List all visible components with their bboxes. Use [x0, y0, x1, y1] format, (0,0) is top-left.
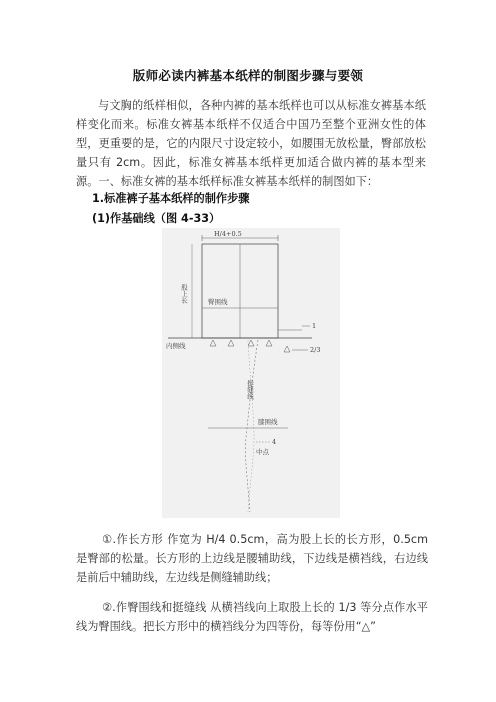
triangle-marker	[228, 340, 234, 346]
step-2-paragraph: ②.作臀围线和挺缝线 从横裆线向上取股上长的 1/3 等分点作水平线为臀围线。把长方形中的横裆线分为四等份，每等份用“△”	[76, 601, 428, 633]
inseam-label: 内侧线	[166, 342, 186, 350]
section-heading: 1.标准裤子基本纸样的制作步骤	[92, 192, 250, 205]
triangle-marker	[266, 340, 272, 346]
knee-line-label: 膝围线	[258, 418, 278, 426]
subsection-heading: (1)作基础线（图 4-33）	[92, 212, 221, 225]
triangle-marker	[210, 340, 216, 346]
top-label: H/4+0.5	[214, 230, 242, 238]
leg-outline-curve-inner	[248, 340, 254, 512]
side-label: 股上长	[180, 284, 188, 304]
triangle-marker	[248, 340, 254, 346]
crease-line-label: 挺缝线	[246, 380, 254, 400]
triangle-marker	[284, 346, 290, 352]
mark-2-label: 2/3	[310, 346, 321, 354]
pattern-diagram	[162, 228, 340, 518]
leg-outline-curve	[245, 340, 258, 512]
document-title: 版师必读内裤基本纸样的制图步骤与要领	[132, 68, 364, 83]
mark-4-label: 4	[272, 438, 277, 446]
mark-1-label: 1	[312, 322, 317, 330]
step-1-paragraph: ①.作长方形 作宽为 H/4 0.5cm，高为股上长的长方形，0.5cm 是臀部的松量。长方形的上边线是腰辅助线，下边线是横裆线，右边线是前后中辅助线，左边线是侧缝辅助线；	[76, 533, 428, 584]
intro-paragraph: 与文胸的纸样相似，各种内裤的基本纸样也可以从标准女裤基本纸样变化而来。标准女裤基本纸样不仅适合中国乃至整个亚洲女性的体型，更重要的是，它的内限尺寸设定较小，如腰围无放松量，臀部放松量只有 2cm。因此，标准女裤基本纸样更加适合做内裤的基本型来源。一、标准女裤的基本纸样标准女裤基本纸样的制图如下：	[76, 99, 426, 188]
hip-line-label: 臀围线	[208, 298, 228, 306]
hem-label: 中点	[256, 448, 269, 456]
pattern-figure	[162, 228, 340, 518]
